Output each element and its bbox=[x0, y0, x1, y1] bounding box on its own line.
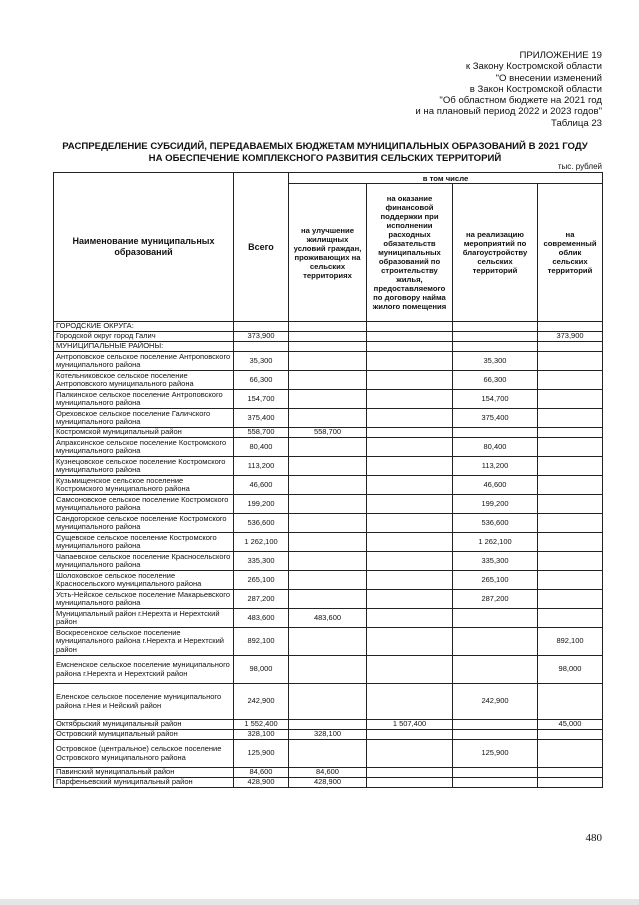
cell-improvement: 1 262,100 bbox=[453, 533, 538, 552]
table-row bbox=[54, 409, 603, 428]
cell-total: 892,100 bbox=[234, 628, 289, 656]
cell-name: Островское (центральное) сельское поселение Островского муниципального района bbox=[54, 740, 234, 768]
cell-improvement: 154,700 bbox=[453, 390, 538, 409]
cell-improvement bbox=[453, 428, 538, 438]
table-body bbox=[54, 322, 603, 788]
cell-modern-look: 98,000 bbox=[538, 656, 603, 684]
cell-financial-support bbox=[367, 571, 453, 590]
cell-total: 335,300 bbox=[234, 552, 289, 571]
cell-housing bbox=[289, 476, 367, 495]
cell-housing bbox=[289, 390, 367, 409]
table-row bbox=[54, 740, 603, 768]
cell-housing: 428,900 bbox=[289, 778, 367, 788]
table-row bbox=[54, 609, 603, 628]
appendix-line: "Об областном бюджете на 2021 год bbox=[439, 95, 602, 107]
cell-improvement bbox=[453, 332, 538, 342]
cell-housing bbox=[289, 409, 367, 428]
table-row bbox=[54, 428, 603, 438]
units-label: тыс. рублей bbox=[557, 162, 602, 171]
cell-total: 46,600 bbox=[234, 476, 289, 495]
cell-housing bbox=[289, 533, 367, 552]
cell-modern-look: 892,100 bbox=[538, 628, 603, 656]
cell-housing bbox=[289, 656, 367, 684]
cell-modern-look bbox=[538, 409, 603, 428]
cell-housing bbox=[289, 352, 367, 371]
cell-modern-look bbox=[538, 342, 603, 352]
cell-housing bbox=[289, 628, 367, 656]
cell-total: 287,200 bbox=[234, 590, 289, 609]
cell-housing bbox=[289, 514, 367, 533]
cell-financial-support: 1 507,400 bbox=[367, 720, 453, 730]
cell-improvement: 66,300 bbox=[453, 371, 538, 390]
cell-name: Парфеньевский муниципальный район bbox=[54, 778, 234, 788]
cell-financial-support bbox=[367, 352, 453, 371]
cell-name: Островский муниципальный район bbox=[54, 730, 234, 740]
appendix-header bbox=[302, 50, 602, 129]
title-line: НА ОБЕСПЕЧЕНИЕ КОМПЛЕКСНОГО РАЗВИТИЯ СЕЛЬСКИХ ТЕРРИТОРИЙ bbox=[148, 152, 502, 164]
cell-housing bbox=[289, 590, 367, 609]
cell-modern-look bbox=[538, 609, 603, 628]
cell-financial-support bbox=[367, 495, 453, 514]
appendix-line: "О внесении изменений bbox=[495, 72, 602, 84]
cell-name: Городской округ город Галич bbox=[54, 332, 234, 342]
cell-housing bbox=[289, 495, 367, 514]
cell-name: Антроповское сельское поселение Антроповского муниципального района bbox=[54, 352, 234, 371]
header-including: в том числе bbox=[289, 173, 603, 184]
cell-modern-look bbox=[538, 571, 603, 590]
cell-financial-support bbox=[367, 371, 453, 390]
cell-improvement: 80,400 bbox=[453, 438, 538, 457]
cell-housing bbox=[289, 438, 367, 457]
cell-total bbox=[234, 322, 289, 332]
cell-modern-look bbox=[538, 438, 603, 457]
cell-name: Муниципальный район г.Нерехта и Нерехтский район bbox=[54, 609, 234, 628]
cell-modern-look: 45,000 bbox=[538, 720, 603, 730]
title-line: РАСПРЕДЕЛЕНИЕ СУБСИДИЙ, ПЕРЕДАВАЕМЫХ БЮДЖЕТАМ МУНИЦИПАЛЬНЫХ ОБРАЗОВАНИЙ В 2021 ГОДУ bbox=[62, 141, 588, 152]
cell-modern-look bbox=[538, 457, 603, 476]
table-row bbox=[54, 352, 603, 371]
table-row bbox=[54, 778, 603, 788]
cell-total: 536,600 bbox=[234, 514, 289, 533]
cell-improvement bbox=[453, 768, 538, 778]
table-row bbox=[54, 590, 603, 609]
cell-financial-support bbox=[367, 609, 453, 628]
header-total: Всего bbox=[234, 173, 289, 322]
table-row bbox=[54, 457, 603, 476]
cell-housing bbox=[289, 552, 367, 571]
cell-total: 98,000 bbox=[234, 656, 289, 684]
cell-total: 375,400 bbox=[234, 409, 289, 428]
header-name: Наименование муниципальных образований bbox=[54, 173, 234, 322]
appendix-line: в Закон Костромской области bbox=[469, 83, 602, 95]
cell-name: Сандогорское сельское поселение Костромского муниципального района bbox=[54, 514, 234, 533]
cell-modern-look bbox=[538, 322, 603, 332]
table-row bbox=[54, 390, 603, 409]
cell-total: 113,200 bbox=[234, 457, 289, 476]
cell-housing bbox=[289, 342, 367, 352]
cell-name: Усть-Нейское сельское поселение Макарьевского муниципального района bbox=[54, 590, 234, 609]
cell-improvement bbox=[453, 342, 538, 352]
cell-housing bbox=[289, 720, 367, 730]
cell-name: Воскресенское сельское поселение муниципального района г.Нерехта и Нерехтский район bbox=[54, 628, 234, 656]
cell-financial-support bbox=[367, 684, 453, 720]
cell-modern-look bbox=[538, 684, 603, 720]
cell-housing: 558,700 bbox=[289, 428, 367, 438]
cell-modern-look bbox=[538, 476, 603, 495]
cell-name: Еленское сельское поселение муниципального района г.Нея и Нейский район bbox=[54, 684, 234, 720]
table-row bbox=[54, 438, 603, 457]
cell-total: 35,300 bbox=[234, 352, 289, 371]
cell-improvement bbox=[453, 628, 538, 656]
cell-improvement: 536,600 bbox=[453, 514, 538, 533]
cell-name: Октябрьский муниципальный район bbox=[54, 720, 234, 730]
cell-financial-support bbox=[367, 628, 453, 656]
cell-name: Апраксинское сельское поселение Костромского муниципального района bbox=[54, 438, 234, 457]
cell-modern-look bbox=[538, 352, 603, 371]
cell-financial-support bbox=[367, 428, 453, 438]
cell-improvement: 35,300 bbox=[453, 352, 538, 371]
cell-financial-support bbox=[367, 590, 453, 609]
cell-financial-support bbox=[367, 514, 453, 533]
cell-name: Емсненское сельское поселение муниципального района г.Нерехта и Нерехтский район bbox=[54, 656, 234, 684]
cell-financial-support bbox=[367, 332, 453, 342]
appendix-line: ПРИЛОЖЕНИЕ 19 bbox=[519, 50, 602, 61]
cell-housing bbox=[289, 740, 367, 768]
cell-modern-look bbox=[538, 552, 603, 571]
cell-improvement: 46,600 bbox=[453, 476, 538, 495]
cell-total: 483,600 bbox=[234, 609, 289, 628]
cell-modern-look bbox=[538, 371, 603, 390]
table-row bbox=[54, 514, 603, 533]
header-housing: на улучшение жилищных условий граждан, проживающих на сельских территориях bbox=[289, 184, 367, 322]
cell-total: 154,700 bbox=[234, 390, 289, 409]
cell-modern-look: 373,900 bbox=[538, 332, 603, 342]
cell-total bbox=[234, 342, 289, 352]
cell-name: МУНИЦИПАЛЬНЫЕ РАЙОНЫ: bbox=[54, 342, 234, 352]
scan-edge bbox=[0, 899, 639, 905]
cell-financial-support bbox=[367, 476, 453, 495]
cell-housing bbox=[289, 332, 367, 342]
cell-financial-support bbox=[367, 342, 453, 352]
cell-modern-look bbox=[538, 514, 603, 533]
cell-improvement bbox=[453, 656, 538, 684]
cell-total: 558,700 bbox=[234, 428, 289, 438]
cell-name: Чапаевское сельское поселение Красносельского муниципального района bbox=[54, 552, 234, 571]
cell-financial-support bbox=[367, 533, 453, 552]
cell-modern-look bbox=[538, 730, 603, 740]
cell-total: 1 552,400 bbox=[234, 720, 289, 730]
cell-name: Сущевское сельское поселение Костромского муниципального района bbox=[54, 533, 234, 552]
cell-improvement bbox=[453, 322, 538, 332]
cell-total: 84,600 bbox=[234, 768, 289, 778]
cell-total: 1 262,100 bbox=[234, 533, 289, 552]
table-row bbox=[54, 495, 603, 514]
cell-total: 80,400 bbox=[234, 438, 289, 457]
table-row bbox=[54, 322, 603, 332]
cell-name: Самсоновское сельское поселение Костромского муниципального района bbox=[54, 495, 234, 514]
cell-financial-support bbox=[367, 778, 453, 788]
cell-improvement bbox=[453, 609, 538, 628]
cell-name: Кузнецовское сельское поселение Костромского муниципального района bbox=[54, 457, 234, 476]
table-row bbox=[54, 656, 603, 684]
table-row bbox=[54, 730, 603, 740]
table-row bbox=[54, 720, 603, 730]
cell-modern-look bbox=[538, 495, 603, 514]
cell-housing: 328,100 bbox=[289, 730, 367, 740]
cell-financial-support bbox=[367, 656, 453, 684]
cell-financial-support bbox=[367, 322, 453, 332]
cell-name: Шолоховское сельское поселение Красносельского муниципального района bbox=[54, 571, 234, 590]
cell-name: Палкинское сельское поселение Антроповского муниципального района bbox=[54, 390, 234, 409]
cell-modern-look bbox=[538, 778, 603, 788]
table-row bbox=[54, 476, 603, 495]
header-modern-look: на современный облик сельских территорий bbox=[538, 184, 603, 322]
cell-modern-look bbox=[538, 428, 603, 438]
cell-housing: 483,600 bbox=[289, 609, 367, 628]
document-title bbox=[40, 141, 610, 164]
appendix-line: к Закону Костромской области bbox=[465, 61, 602, 73]
cell-name: Павинский муниципальный район bbox=[54, 768, 234, 778]
cell-improvement: 265,100 bbox=[453, 571, 538, 590]
table-row bbox=[54, 552, 603, 571]
table-row bbox=[54, 533, 603, 552]
appendix-line: и на плановый период 2022 и 2023 годов" bbox=[415, 106, 602, 118]
cell-modern-look bbox=[538, 768, 603, 778]
cell-modern-look bbox=[538, 590, 603, 609]
subsidy-table bbox=[53, 172, 603, 788]
cell-total: 125,900 bbox=[234, 740, 289, 768]
cell-name: ГОРОДСКИЕ ОКРУГА: bbox=[54, 322, 234, 332]
cell-financial-support bbox=[367, 438, 453, 457]
table-row bbox=[54, 332, 603, 342]
cell-improvement: 335,300 bbox=[453, 552, 538, 571]
cell-financial-support bbox=[367, 768, 453, 778]
cell-total: 428,900 bbox=[234, 778, 289, 788]
table-row bbox=[54, 571, 603, 590]
cell-housing bbox=[289, 571, 367, 590]
cell-improvement: 125,900 bbox=[453, 740, 538, 768]
cell-housing bbox=[289, 322, 367, 332]
header-improvement: на реализацию мероприятий по благоустройству сельских территорий bbox=[453, 184, 538, 322]
cell-housing: 84,600 bbox=[289, 768, 367, 778]
cell-improvement: 375,400 bbox=[453, 409, 538, 428]
cell-name: Ореховское сельское поселение Галичского муниципального района bbox=[54, 409, 234, 428]
cell-housing bbox=[289, 684, 367, 720]
cell-financial-support bbox=[367, 740, 453, 768]
cell-name: Котельниковское сельское поселение Антроповского муниципального района bbox=[54, 371, 234, 390]
cell-modern-look bbox=[538, 533, 603, 552]
table-row bbox=[54, 768, 603, 778]
table-number: Таблица 23 bbox=[551, 117, 602, 129]
cell-housing bbox=[289, 457, 367, 476]
page-number: 480 bbox=[585, 832, 602, 844]
cell-modern-look bbox=[538, 390, 603, 409]
cell-improvement: 242,900 bbox=[453, 684, 538, 720]
cell-improvement: 113,200 bbox=[453, 457, 538, 476]
cell-financial-support bbox=[367, 390, 453, 409]
cell-improvement: 199,200 bbox=[453, 495, 538, 514]
cell-financial-support bbox=[367, 409, 453, 428]
cell-improvement: 287,200 bbox=[453, 590, 538, 609]
cell-name: Костромской муниципальный район bbox=[54, 428, 234, 438]
cell-housing bbox=[289, 371, 367, 390]
table-row bbox=[54, 684, 603, 720]
cell-total: 199,200 bbox=[234, 495, 289, 514]
table-row bbox=[54, 342, 603, 352]
cell-total: 328,100 bbox=[234, 730, 289, 740]
cell-total: 265,100 bbox=[234, 571, 289, 590]
cell-total: 242,900 bbox=[234, 684, 289, 720]
cell-total: 66,300 bbox=[234, 371, 289, 390]
cell-improvement bbox=[453, 730, 538, 740]
cell-improvement bbox=[453, 720, 538, 730]
cell-financial-support bbox=[367, 730, 453, 740]
cell-name: Кузьмищенское сельское поселение Костромского муниципального района bbox=[54, 476, 234, 495]
cell-financial-support bbox=[367, 552, 453, 571]
table-row bbox=[54, 371, 603, 390]
cell-financial-support bbox=[367, 457, 453, 476]
table-row bbox=[54, 628, 603, 656]
cell-modern-look bbox=[538, 740, 603, 768]
cell-improvement bbox=[453, 778, 538, 788]
cell-total: 373,900 bbox=[234, 332, 289, 342]
header-financial-support: на оказание финансовой поддержки при исполнении расходных обязательств муниципальных образований по строительству жилья, предоставляемого по договору найма жилого помещения bbox=[367, 184, 453, 322]
